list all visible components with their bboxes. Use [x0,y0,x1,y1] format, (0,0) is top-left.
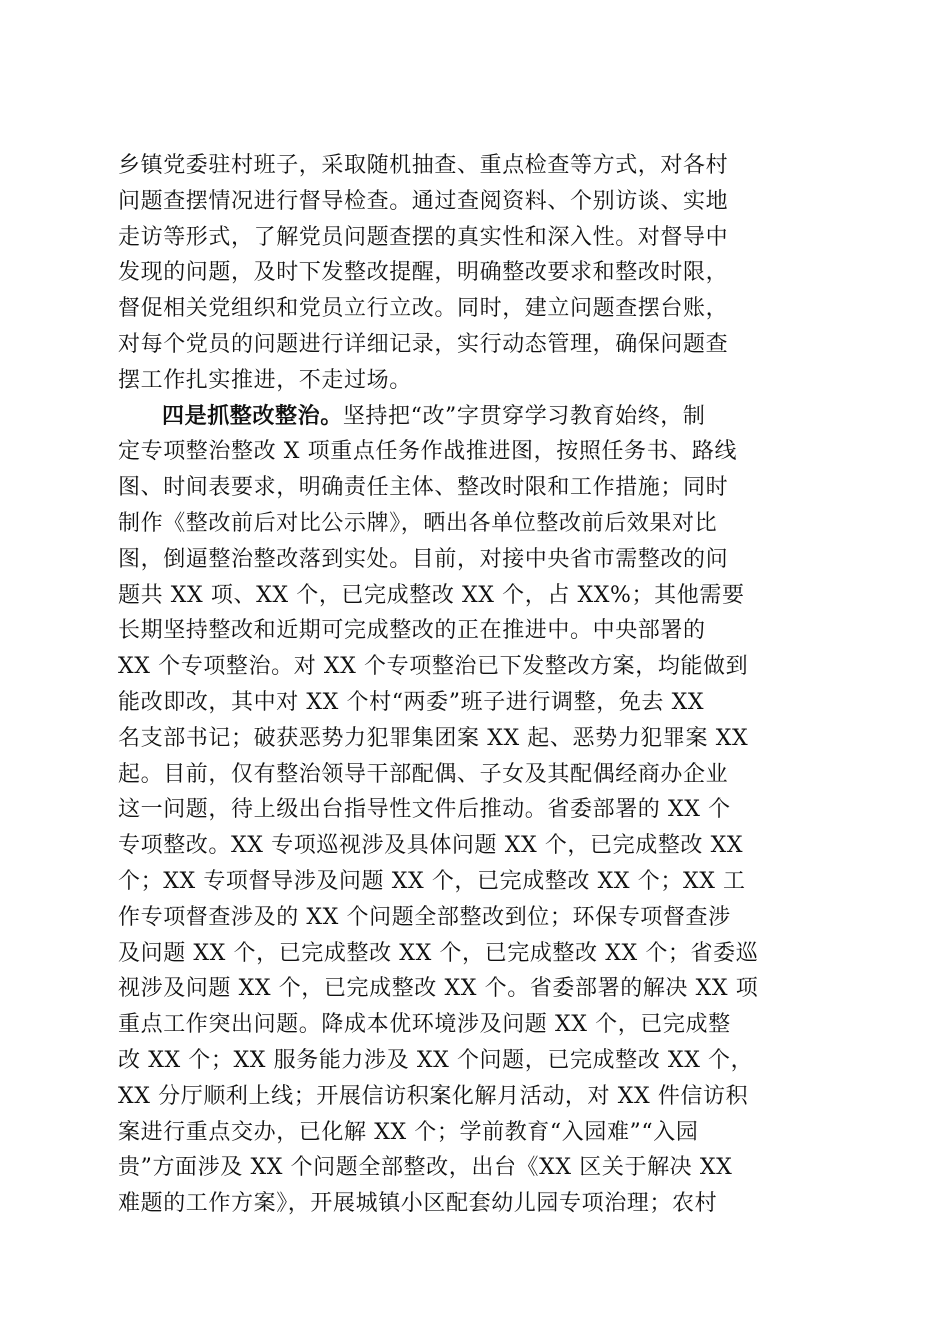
document-body [118,148,830,1222]
paragraph-2-line: 及问题 XX 个，已完成整改 XX 个，已完成整改 XX 个；省委巡 [118,940,759,966]
paragraph-1-line: 走访等形式，了解党员问题查摆的真实性和深入性。对督导中 [118,224,729,250]
paragraph-2-line: XX 分厅顺利上线；开展信访积案化解月活动，对 XX 件信访积 [118,1083,749,1109]
paragraph-2-line: 名支部书记；破获恶势力犯罪集团案 XX 起、恶势力犯罪案 XX [118,725,749,751]
paragraph-2-line: 长期坚持整改和近期可完成整改的正在推进中。中央部署的 [118,618,706,644]
paragraph-2-line: 案进行重点交办，已化解 XX 个；学前教育“入园难”“入园 [118,1119,699,1145]
paragraph-2-line: 制作《整改前后对比公示牌》，晒出各单位整改前后效果对比 [118,510,718,536]
paragraph-2-line: 作专项督查涉及的 XX 个问题全部整改到位；环保专项督查涉 [118,904,731,930]
paragraph-2-line: 定专项整治整改 X 项重点任务作战推进图，按照任务书、路线 [118,439,738,465]
paragraph-2-line: 图，倒逼整治整改落到实处。目前，对接中央省市需整改的问 [118,546,729,572]
paragraph-2 [118,399,830,1222]
paragraph-2-line: 题共 XX 项、XX 个，已完成整改 XX 个，占 XX%；其他需要 [118,582,745,608]
paragraph-1-line: 问题查摆情况进行督导检查。通过查阅资料、个别访谈、实地 [118,188,729,214]
paragraph-2-first-line-text: 坚持把“改”字贯穿学习教育始终，制 [342,403,706,429]
paragraph-2-line: 重点工作突出问题。降成本优环境涉及问题 XX 个，已完成整 [118,1012,731,1038]
paragraph-1-line: 摆工作扎实推进，不走过场。 [118,367,412,393]
paragraph-2-line: 改 XX 个；XX 服务能力涉及 XX 个问题，已完成整改 XX 个， [118,1047,754,1073]
paragraph-2-line: 起。目前，仅有整治领导干部配偶、子女及其配偶经商办企业 [118,761,729,787]
paragraph-2-line: 专项整改。XX 专项巡视涉及具体问题 XX 个，已完成整改 XX [118,833,744,859]
paragraph-1-line: 发现的问题，及时下发整改提醒，明确整改要求和整改时限， [118,260,729,286]
paragraph-2-line: 个；XX 专项督导涉及问题 XX 个，已完成整改 XX 个；XX 工 [118,868,746,894]
paragraph-2-line: 视涉及问题 XX 个，已完成整改 XX 个。省委部署的解决 XX 项 [118,976,759,1002]
paragraph-2-first-line [118,399,830,435]
paragraph-1-line: 督促相关党组织和党员立行立改。同时，建立问题查摆台账， [118,296,729,322]
paragraph-1-line: 乡镇党委驻村班子，采取随机抽查、重点检查等方式，对各村 [118,153,729,178]
paragraph-2-line: XX 个专项整治。对 XX 个专项整治已下发整改方案，均能做到 [118,654,749,680]
paragraph-1 [118,148,830,399]
paragraph-2-line: 难题的工作方案》，开展城镇小区配套幼儿园专项治理；农村 [118,1191,718,1217]
paragraph-1-line: 对每个党员的问题进行详细记录，实行动态管理，确保问题查 [118,331,729,357]
paragraph-2-line: 能改即改，其中对 XX 个村“两委”班子进行调整，免去 XX [118,689,705,715]
paragraph-2-line: 贵”方面涉及 XX 个问题全部整改，出台《XX 区关于解决 XX [118,1155,733,1181]
paragraph-2-heading: 四是抓整改整治。 [162,402,343,429]
paragraph-2-line: 图、时间表要求，明确责任主体、整改时限和工作措施；同时 [118,475,729,501]
paragraph-2-line: 这一问题，待上级出台指导性文件后推动。省委部署的 XX 个 [118,797,731,823]
